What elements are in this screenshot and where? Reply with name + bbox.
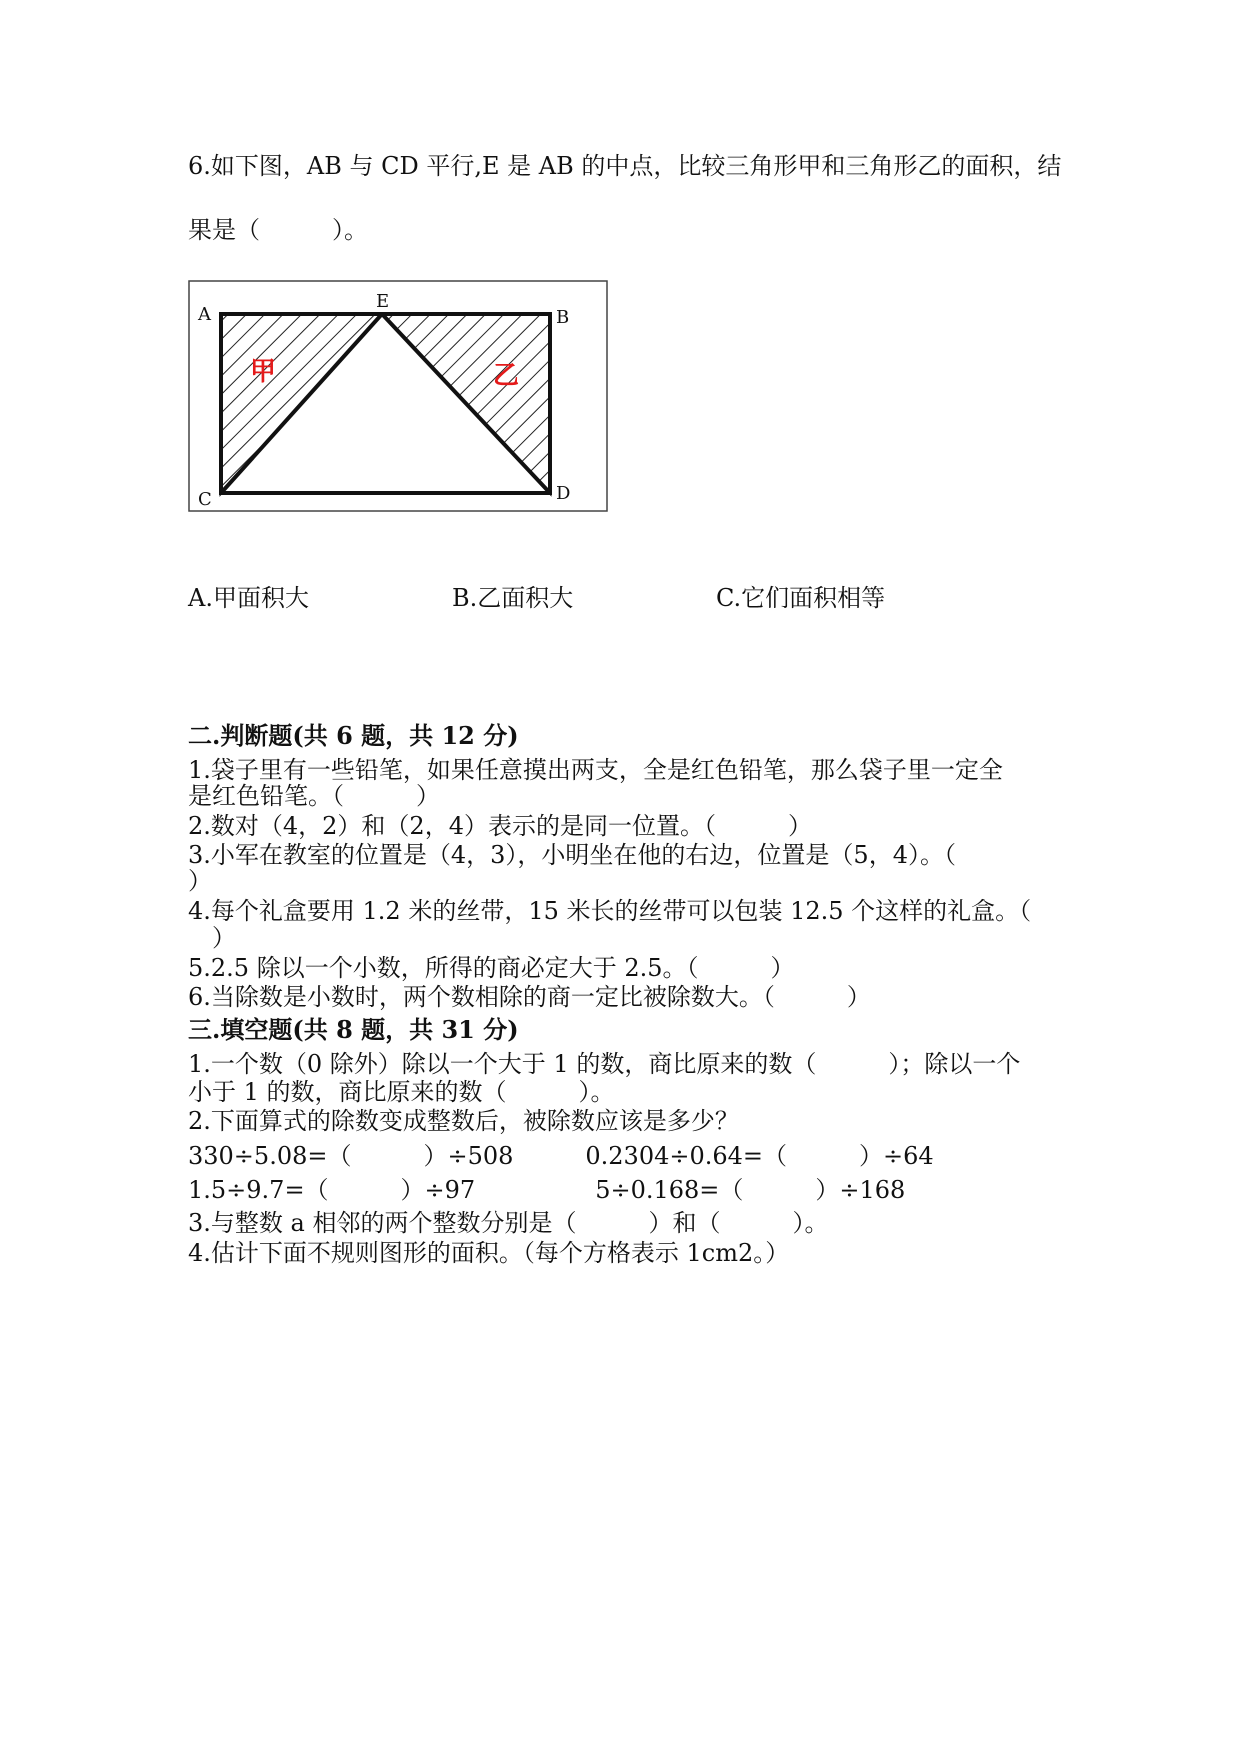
section2-heading: 二.判断题(共 6 题，共 12 分)	[188, 721, 519, 750]
section3-line: 4.估计下面不规则图形的面积。（每个方格表示 1cm2。）	[188, 1239, 790, 1267]
choice-b: B.乙面积大	[452, 584, 574, 612]
section3-line: 330÷5.08=（ ）÷508 0.2304÷0.64=（ ）÷64	[188, 1142, 934, 1170]
label-a: A	[198, 304, 211, 325]
section2-line: 2.数对（4，2）和（2，4）表示的是同一位置。（ ）	[188, 812, 812, 840]
section3-line: 1.一个数（0 除外）除以一个大于 1 的数，商比原来的数（ ）；除以一个	[188, 1050, 1021, 1078]
choice-c: C.它们面积相等	[716, 584, 886, 612]
section3-line: 3.与整数 a 相邻的两个整数分别是（ ）和（ ）。	[188, 1209, 829, 1237]
section2-line: 6.当除数是小数时，两个数相除的商一定比被除数大。（ ）	[188, 983, 871, 1011]
section3-line: 1.5÷9.7=（ ）÷97 5÷0.168=（ ）÷168	[188, 1176, 906, 1204]
choice-a: A.甲面积大	[188, 584, 309, 612]
label-e: E	[376, 291, 390, 312]
section3-heading: 三.填空题(共 8 题，共 31 分)	[188, 1015, 519, 1044]
label-c: C	[198, 489, 212, 510]
section2-line: 是红色铅笔。（ ）	[188, 782, 440, 810]
region-label-yi: 乙	[493, 361, 520, 391]
section3-line: 小于 1 的数，商比原来的数（ ）。	[188, 1078, 615, 1106]
section2-line: 5.2.5 除以一个小数，所得的商必定大于 2.5。（ ）	[188, 954, 795, 982]
section2-line: 4.每个礼盒要用 1.2 米的丝带，15 米长的丝带可以包装 12.5 个这样的礼盒。（	[188, 897, 1032, 925]
geometry-figure	[188, 280, 608, 512]
section2-line: ）	[188, 924, 236, 952]
region-label-jia: 甲	[250, 357, 277, 387]
label-b: B	[556, 307, 570, 328]
section3-line: 2.下面算式的除数变成整数后，被除数应该是多少？	[188, 1107, 739, 1135]
question6-line1: 6.如下图，AB 与 CD 平行,E 是 AB 的中点，比较三角形甲和三角形乙的面积，结	[188, 152, 1062, 180]
section2-line: ）	[188, 867, 212, 895]
section2-line: 1.袋子里有一些铅笔，如果任意摸出两支，全是红色铅笔，那么袋子里一定全	[188, 756, 1003, 784]
question6-line2: 果是（ ）。	[188, 216, 368, 244]
label-d: D	[556, 483, 571, 504]
section2-line: 3.小军在教室的位置是（4，3），小明坐在他的右边，位置是（5，4）。（	[188, 841, 956, 869]
